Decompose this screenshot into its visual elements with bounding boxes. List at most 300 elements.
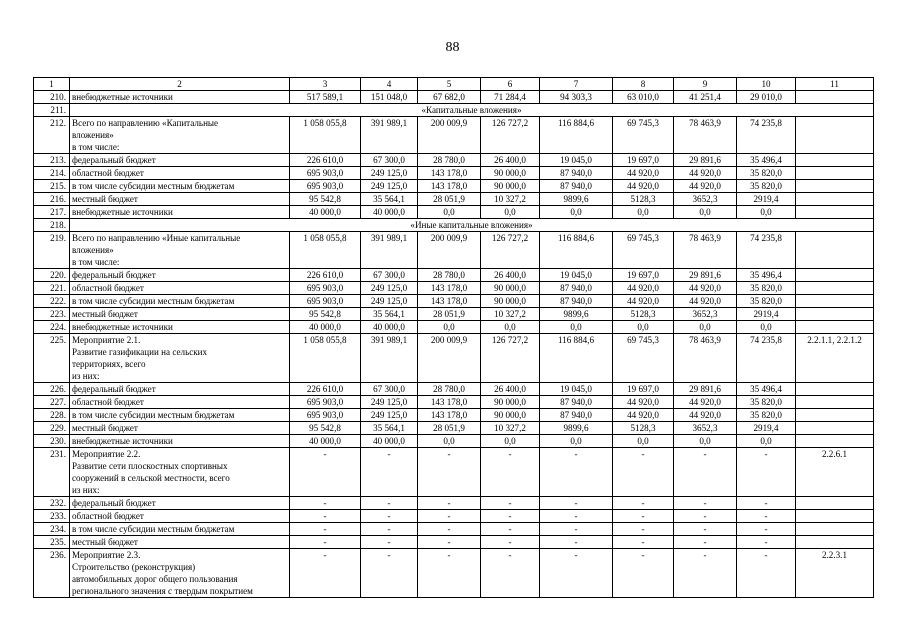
row-name: федеральный бюджет [70,497,290,510]
column-header: 9 [674,78,737,91]
value-cell: 28 051,9 [418,308,481,321]
value-cell: - [613,510,674,523]
value-cell: 1 058 055,8 [290,334,361,383]
value-cell: 40 000,0 [361,321,418,334]
value-cell: 69 745,3 [613,232,674,269]
value-cell: 78 463,9 [674,334,737,383]
value-cell: 95 542,8 [290,422,361,435]
value-cell: 40 000,0 [290,435,361,448]
value-cell: 0,0 [418,206,481,219]
value-cell: 44 920,0 [674,167,737,180]
value-cell: - [737,523,796,536]
row-number: 224. [34,321,70,334]
value-cell: 143 178,0 [418,396,481,409]
value-cell: 249 125,0 [361,295,418,308]
value-cell: 44 920,0 [613,396,674,409]
row-name: областной бюджет [70,167,290,180]
row-number: 213. [34,154,70,167]
row-name: Мероприятие 2.2. Развитие сети плоскостных спортивных сооружений в сельской местности, всего из них: [70,448,290,497]
row-name: внебюджетные источники [70,321,290,334]
row-number: 225. [34,334,70,383]
row-number: 212. [34,117,70,154]
value-cell: 29 891,6 [674,383,737,396]
value-cell: - [674,549,737,598]
indicator-code [796,523,874,536]
value-cell: - [674,536,737,549]
value-cell: - [481,549,540,598]
indicator-code [796,269,874,282]
value-cell: 19 045,0 [540,383,613,396]
column-header: 2 [70,78,290,91]
value-cell: 226 610,0 [290,154,361,167]
row-name: местный бюджет [70,422,290,435]
value-cell: 29 891,6 [674,154,737,167]
value-cell: 0,0 [540,321,613,334]
value-cell: 19 045,0 [540,269,613,282]
row-name: внебюджетные источники [70,206,290,219]
row-number: 236. [34,549,70,598]
value-cell: - [737,497,796,510]
value-cell: 10 327,2 [481,422,540,435]
value-cell: - [481,536,540,549]
value-cell: 74 235,8 [737,334,796,383]
value-cell: 69 745,3 [613,334,674,383]
value-cell: 28 780,0 [418,383,481,396]
value-cell: 249 125,0 [361,282,418,295]
value-cell: - [290,549,361,598]
value-cell: 126 727,2 [481,232,540,269]
row-name: областной бюджет [70,510,290,523]
indicator-code [796,536,874,549]
value-cell: 249 125,0 [361,167,418,180]
value-cell: 0,0 [613,206,674,219]
value-cell: 26 400,0 [481,383,540,396]
value-cell: 28 051,9 [418,422,481,435]
row-name: федеральный бюджет [70,269,290,282]
value-cell: 87 940,0 [540,167,613,180]
value-cell: - [540,497,613,510]
value-cell: 26 400,0 [481,154,540,167]
value-cell: 78 463,9 [674,232,737,269]
value-cell: 116 884,6 [540,117,613,154]
value-cell: 44 920,0 [674,282,737,295]
row-number: 210. [34,91,70,104]
value-cell: - [737,549,796,598]
value-cell: 0,0 [540,435,613,448]
column-header: 4 [361,78,418,91]
value-cell: 35 820,0 [737,180,796,193]
value-cell: 3652,3 [674,422,737,435]
table-row [34,383,874,396]
indicator-code [796,193,874,206]
row-number: 222. [34,295,70,308]
value-cell: 391 989,1 [361,334,418,383]
row-number: 215. [34,180,70,193]
column-header: 1 [34,78,70,91]
value-cell: 0,0 [540,206,613,219]
value-cell: 67 300,0 [361,383,418,396]
row-name: областной бюджет [70,282,290,295]
value-cell: 35 820,0 [737,282,796,295]
value-cell: 44 920,0 [674,295,737,308]
value-cell: - [418,497,481,510]
row-name: внебюджетные источники [70,435,290,448]
indicator-code: 2.2.3.1 [796,549,874,598]
table-row [34,334,874,383]
value-cell: 126 727,2 [481,334,540,383]
value-cell: 10 327,2 [481,308,540,321]
value-cell: 0,0 [481,321,540,334]
value-cell: 44 920,0 [613,167,674,180]
value-cell: - [613,448,674,497]
value-cell: - [737,448,796,497]
table-row [34,497,874,510]
value-cell: 200 009,9 [418,334,481,383]
row-number: 227. [34,396,70,409]
table-row [34,295,874,308]
row-number: 235. [34,536,70,549]
value-cell: 29 010,0 [737,91,796,104]
value-cell: 2919,4 [737,193,796,206]
column-header: 11 [796,78,874,91]
value-cell: 35 564,1 [361,308,418,321]
value-cell: - [418,510,481,523]
value-cell: 5128,3 [613,193,674,206]
value-cell: 74 235,8 [737,232,796,269]
value-cell: 695 903,0 [290,282,361,295]
value-cell: 695 903,0 [290,396,361,409]
value-cell: 0,0 [737,206,796,219]
value-cell: - [290,510,361,523]
section-title: «Капитальные вложения» [70,104,874,117]
row-name: местный бюджет [70,536,290,549]
row-name: в том числе субсидии местным бюджетам [70,409,290,422]
value-cell: 44 920,0 [613,180,674,193]
value-cell: 0,0 [737,321,796,334]
table-row [34,396,874,409]
section-title: «Иные капитальные вложения» [70,219,874,232]
value-cell: 517 589,1 [290,91,361,104]
value-cell: 0,0 [613,321,674,334]
value-cell: - [361,510,418,523]
value-cell: - [361,448,418,497]
indicator-code [796,396,874,409]
table-row [34,422,874,435]
indicator-code [796,154,874,167]
table-row [34,435,874,448]
section-row [34,219,874,232]
table-row [34,510,874,523]
value-cell: - [481,510,540,523]
value-cell: - [674,497,737,510]
value-cell: 143 178,0 [418,295,481,308]
row-name: Всего по направлению «Иные капитальные вложения» в том числе: [70,232,290,269]
value-cell: - [290,497,361,510]
value-cell: 74 235,8 [737,117,796,154]
value-cell: 116 884,6 [540,232,613,269]
value-cell: - [540,549,613,598]
table-row [34,536,874,549]
budget-table [33,77,874,598]
value-cell: 35 496,4 [737,383,796,396]
value-cell: 35 564,1 [361,422,418,435]
value-cell: - [290,523,361,536]
row-name: внебюджетные источники [70,91,290,104]
table-row [34,282,874,295]
row-number: 220. [34,269,70,282]
value-cell: 35 496,4 [737,154,796,167]
value-cell: 19 697,0 [613,154,674,167]
value-cell: - [540,448,613,497]
table-row [34,269,874,282]
value-cell: 69 745,3 [613,117,674,154]
table-row [34,549,874,598]
value-cell: 28 051,9 [418,193,481,206]
value-cell: 90 000,0 [481,167,540,180]
value-cell: 226 610,0 [290,269,361,282]
value-cell: 0,0 [418,435,481,448]
column-header: 5 [418,78,481,91]
value-cell: 95 542,8 [290,308,361,321]
value-cell: 1 058 055,8 [290,232,361,269]
value-cell: 9899,6 [540,193,613,206]
row-number: 211. [34,104,70,117]
indicator-code [796,497,874,510]
value-cell: - [361,549,418,598]
value-cell: 28 780,0 [418,269,481,282]
value-cell: - [418,523,481,536]
value-cell: 87 940,0 [540,295,613,308]
value-cell: - [613,497,674,510]
value-cell: 29 891,6 [674,269,737,282]
value-cell: 19 697,0 [613,383,674,396]
row-number: 216. [34,193,70,206]
value-cell: 695 903,0 [290,180,361,193]
value-cell: - [481,448,540,497]
value-cell: - [674,523,737,536]
value-cell: - [674,510,737,523]
value-cell: 0,0 [481,435,540,448]
table-row [34,154,874,167]
value-cell: 40 000,0 [361,206,418,219]
value-cell: 2919,4 [737,308,796,321]
row-name: Мероприятие 2.1. Развитие газификации на сельских территориях, всего из них: [70,334,290,383]
value-cell: 19 697,0 [613,269,674,282]
value-cell: - [481,497,540,510]
table-row [34,409,874,422]
column-header: 7 [540,78,613,91]
value-cell: 35 820,0 [737,396,796,409]
row-name: Мероприятие 2.3. Строительство (реконструкция) автомобильных дорог общего пользования регионального значения с твердым покрытием [70,549,290,598]
value-cell: 40 000,0 [361,435,418,448]
indicator-code: 2.2.6.1 [796,448,874,497]
row-number: 217. [34,206,70,219]
value-cell: 35 496,4 [737,269,796,282]
row-name: Всего по направлению «Капитальные вложения» в том числе: [70,117,290,154]
value-cell: 143 178,0 [418,167,481,180]
value-cell: 87 940,0 [540,282,613,295]
value-cell: 90 000,0 [481,409,540,422]
value-cell: 67 300,0 [361,154,418,167]
page-number: 88 [445,40,460,55]
indicator-code [796,409,874,422]
row-name: местный бюджет [70,308,290,321]
row-number: 230. [34,435,70,448]
value-cell: 44 920,0 [674,409,737,422]
value-cell: 41 251,4 [674,91,737,104]
value-cell: 35 564,1 [361,193,418,206]
value-cell: 28 780,0 [418,154,481,167]
table-row [34,321,874,334]
value-cell: 0,0 [613,435,674,448]
value-cell: - [290,536,361,549]
row-name: областной бюджет [70,396,290,409]
value-cell: 126 727,2 [481,117,540,154]
indicator-code: 2.2.1.1, 2.2.1.2 [796,334,874,383]
value-cell: 249 125,0 [361,396,418,409]
row-name: местный бюджет [70,193,290,206]
value-cell: 10 327,2 [481,193,540,206]
indicator-code [796,117,874,154]
value-cell: - [361,536,418,549]
value-cell: 35 820,0 [737,167,796,180]
value-cell: - [540,523,613,536]
value-cell: 44 920,0 [613,295,674,308]
indicator-code [796,167,874,180]
value-cell: 67 300,0 [361,269,418,282]
value-cell: 200 009,9 [418,117,481,154]
value-cell: - [361,523,418,536]
table-row [34,193,874,206]
value-cell: 249 125,0 [361,409,418,422]
value-cell: 695 903,0 [290,295,361,308]
value-cell: 151 048,0 [361,91,418,104]
row-number: 219. [34,232,70,269]
indicator-code [796,206,874,219]
row-number: 228. [34,409,70,422]
row-name: в том числе субсидии местным бюджетам [70,295,290,308]
value-cell: - [481,523,540,536]
table-row [34,91,874,104]
row-number: 233. [34,510,70,523]
value-cell: 226 610,0 [290,383,361,396]
table-header-row [34,78,874,91]
section-row [34,104,874,117]
row-number: 229. [34,422,70,435]
value-cell: 90 000,0 [481,180,540,193]
value-cell: 35 820,0 [737,295,796,308]
value-cell: 87 940,0 [540,180,613,193]
value-cell: 3652,3 [674,193,737,206]
value-cell: 200 009,9 [418,232,481,269]
value-cell: 0,0 [674,435,737,448]
value-cell: - [613,536,674,549]
row-name: федеральный бюджет [70,383,290,396]
value-cell: 67 682,0 [418,91,481,104]
value-cell: 19 045,0 [540,154,613,167]
value-cell: - [540,536,613,549]
value-cell: - [613,549,674,598]
indicator-code [796,282,874,295]
value-cell: 44 920,0 [613,282,674,295]
table-row [34,308,874,321]
row-number: 221. [34,282,70,295]
value-cell: - [361,497,418,510]
value-cell: - [418,549,481,598]
value-cell: - [418,448,481,497]
value-cell: 0,0 [418,321,481,334]
value-cell: 3652,3 [674,308,737,321]
table-row [34,523,874,536]
indicator-code [796,91,874,104]
value-cell: 40 000,0 [290,321,361,334]
value-cell: 90 000,0 [481,396,540,409]
value-cell: 44 920,0 [613,409,674,422]
value-cell: 90 000,0 [481,282,540,295]
column-header: 3 [290,78,361,91]
row-number: 232. [34,497,70,510]
table-row [34,180,874,193]
row-number: 234. [34,523,70,536]
value-cell: - [737,510,796,523]
table-row [34,167,874,180]
value-cell: - [540,510,613,523]
value-cell: 0,0 [674,206,737,219]
value-cell: 0,0 [737,435,796,448]
value-cell: 695 903,0 [290,167,361,180]
value-cell: 44 920,0 [674,180,737,193]
value-cell: 9899,6 [540,308,613,321]
value-cell: 695 903,0 [290,409,361,422]
column-header: 10 [737,78,796,91]
value-cell: 391 989,1 [361,117,418,154]
value-cell: 90 000,0 [481,295,540,308]
row-number: 231. [34,448,70,497]
table-row [34,117,874,154]
indicator-code [796,295,874,308]
row-number: 218. [34,219,70,232]
value-cell: 44 920,0 [674,396,737,409]
column-header: 6 [481,78,540,91]
row-name: в том числе субсидии местным бюджетам [70,523,290,536]
indicator-code [796,435,874,448]
indicator-code [796,321,874,334]
table-row [34,232,874,269]
value-cell: 143 178,0 [418,282,481,295]
value-cell: 1 058 055,8 [290,117,361,154]
value-cell: 9899,6 [540,422,613,435]
value-cell: 249 125,0 [361,180,418,193]
value-cell: 0,0 [481,206,540,219]
row-number: 223. [34,308,70,321]
value-cell: 94 303,3 [540,91,613,104]
value-cell: - [613,523,674,536]
value-cell: 63 010,0 [613,91,674,104]
table-row [34,206,874,219]
value-cell: 35 820,0 [737,409,796,422]
value-cell: 5128,3 [613,308,674,321]
indicator-code [796,232,874,269]
indicator-code [796,510,874,523]
row-number: 214. [34,167,70,180]
value-cell: 71 284,4 [481,91,540,104]
value-cell: 40 000,0 [290,206,361,219]
value-cell: 78 463,9 [674,117,737,154]
value-cell: 5128,3 [613,422,674,435]
value-cell: - [290,448,361,497]
value-cell: - [674,448,737,497]
indicator-code [796,180,874,193]
